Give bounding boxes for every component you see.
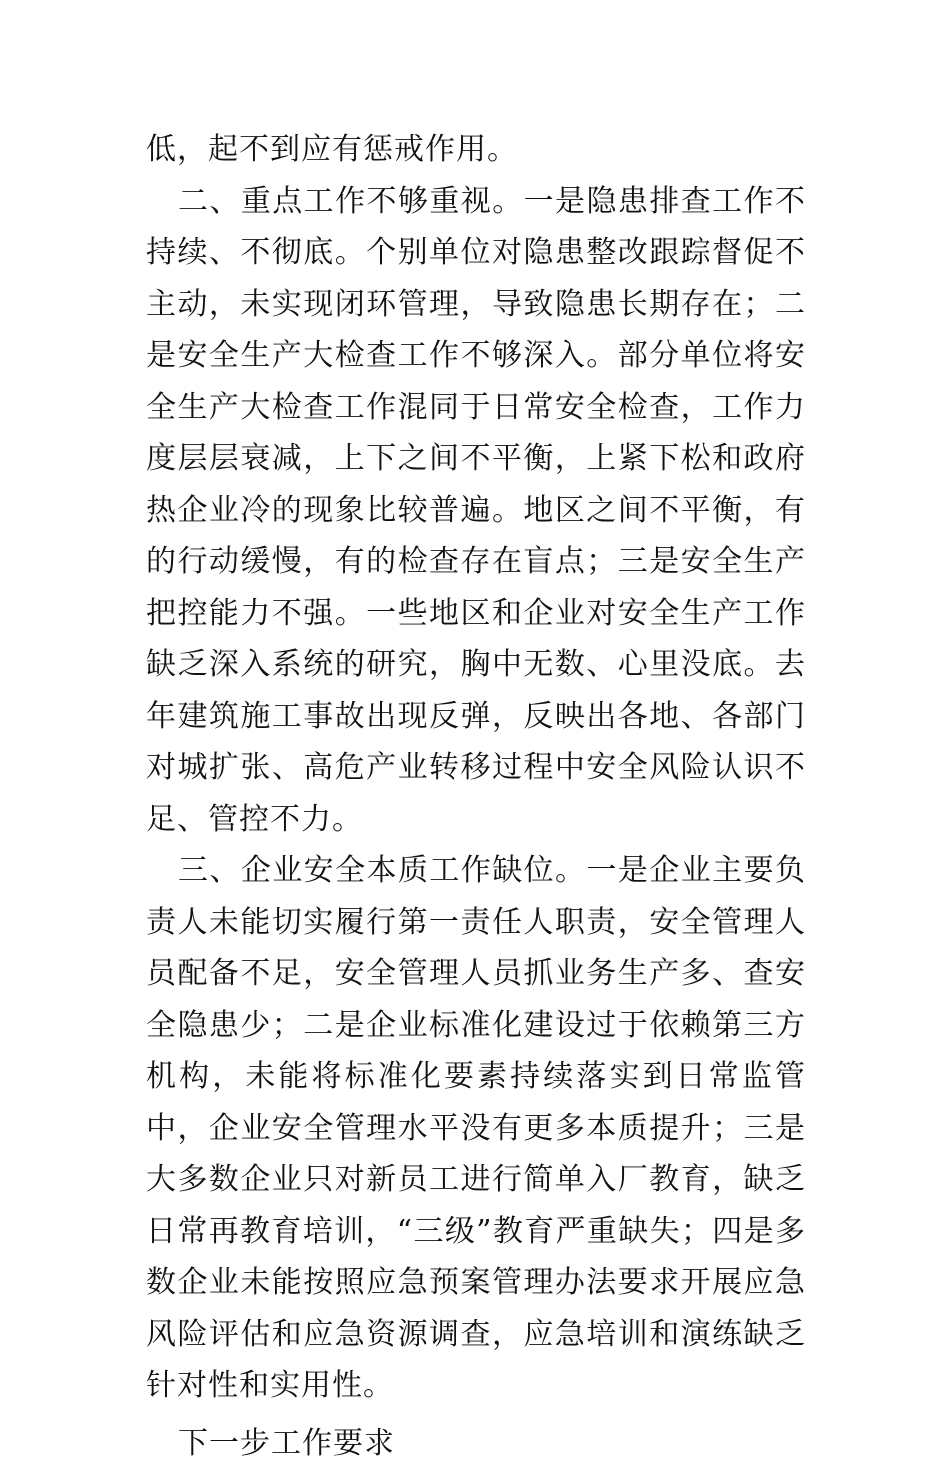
paragraph-section-three: 三、企业安全本质工作缺位。一是企业主要负责人未能切实履行第一责任人职责，安全管理人员配备不足，安全管理人员抓业务生产多、查安全隐患少；二是企业标准化建设过于依赖第三方机构，未能将标准化要素持续落实到日常监管中，企业安全管理水平没有更多本质提升；三是大多数企业只对新员工进行简单入厂教育，缺乏日常再教育培训，“三级”教育严重缺失；四是多数企业未能按照应急预案管理办法要求开展应急风险评估和应急资源调查，应急培训和演练缺乏针对性和实用性。 xyxy=(146,845,806,1412)
section-heading: 下一步工作要求 xyxy=(146,1418,806,1469)
paragraph-continuation: 低，起不到应有惩戒作用。 xyxy=(146,124,806,176)
document-body xyxy=(146,124,806,1469)
paragraph-section-two: 二、重点工作不够重视。一是隐患排查工作不持续、不彻底。个别单位对隐患整改跟踪督促不主动，未实现闭环管理，导致隐患长期存在；二是安全生产大检查工作不够深入。部分单位将安全生产大检查工作混同于日常安全检查，工作力度层层衰减，上下之间不平衡，上紧下松和政府热企业冷的现象比较普遍。地区之间不平衡，有的行动缓慢，有的检查存在盲点；三是安全生产把控能力不强。一些地区和企业对安全生产工作缺乏深入系统的研究，胸中无数、心里没底。去年建筑施工事故出现反弹，反映出各地、各部门对城扩张、高危产业转移过程中安全风险认识不足、管控不力。 xyxy=(146,176,806,846)
